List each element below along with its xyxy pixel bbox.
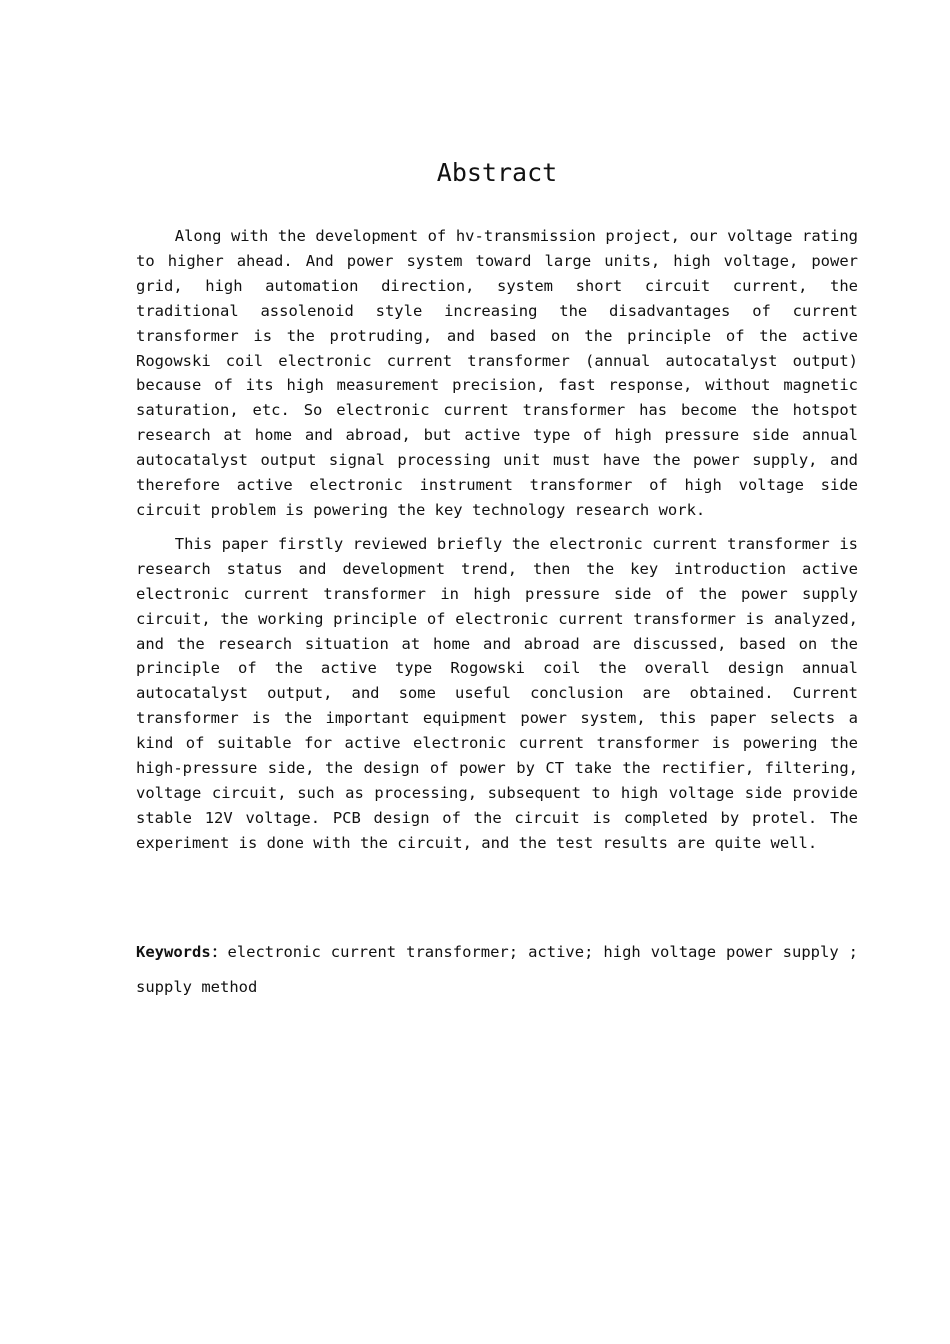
abstract-body xyxy=(136,224,858,865)
abstract-title: Abstract xyxy=(436,158,558,187)
abstract-paragraph-1: Along with the development of hv-transmission project, our voltage rating to higher ahead. And power system toward large units, high voltage, power grid, high automation direction, system short circuit current, the traditional assolenoid style increasing the disadvantages of current transformer is the protruding, and based on the principle of the active Rogowski coil electronic current transformer (annual autocatalyst output) because of its high measurement precision, fast response, without magnetic saturation, etc. So electronic current transformer has become the hotspot research at home and abroad, but active type of high pressure side annual autocatalyst output signal processing unit must have the power supply, and therefore active electronic instrument transformer of high voltage side circuit problem is powering the key technology research work. xyxy=(136,227,858,519)
keywords-line xyxy=(136,935,858,1005)
keywords-text: electronic current transformer; active; high voltage power supply ; supply method xyxy=(136,943,859,996)
keywords-label: Keywords： xyxy=(136,943,228,961)
abstract-paragraph-2: This paper firstly reviewed briefly the electronic current transformer is research status and development trend, then the key introduction active electronic current transformer in high pressure side of the power supply circuit, the working principle of electronic current transformer is analyzed, and the research situation at home and abroad are discussed, based on the principle of the active type Rogowski coil the overall design annual autocatalyst output, and some useful conclusion are obtained. Current transformer is the important equipment power system, this paper selects a kind of suitable for active electronic current transformer is powering the high-pressure side, the design of power by CT take the rectifier, filtering, voltage circuit, such as processing, subsequent to high voltage side provide stable 12V voltage. PCB design of the circuit is completed by protel. The experiment is done with the circuit, and the test results are quite well. xyxy=(136,534,858,852)
